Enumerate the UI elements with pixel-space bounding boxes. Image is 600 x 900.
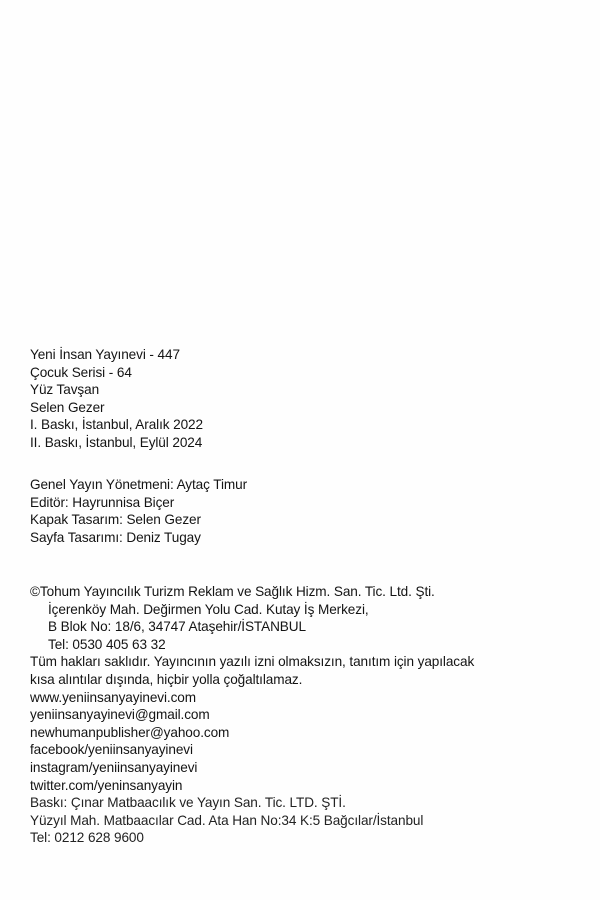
second-edition: II. Baskı, İstanbul, Eylül 2024 [30,434,203,450]
printer-phone: Tel: 0212 628 9600 [30,830,144,846]
child-series-number: Çocuk Serisi - 64 [30,364,132,380]
website-link[interactable]: www.yeniinsanyayinevi.com [30,689,196,705]
book-info-block [30,346,203,452]
credits-block [30,476,247,546]
email-gmail-link[interactable]: yeniinsanyayinevi@gmail.com [30,707,210,723]
company-address-line-2: B Blok No: 18/6, 34747 Ataşehir/İSTANBUL [48,619,306,635]
company-address-line-1: İçerenköy Mah. Değirmen Yolu Cad. Kutay İş Merkezi, [48,601,369,617]
email-yahoo-link[interactable]: newhumanpublisher@yahoo.com [30,724,230,740]
general-director-credit: Genel Yayın Yönetmeni: Aytaç Timur [30,477,247,492]
page-design-credit: Sayfa Tasarımı: Deniz Tugay [30,529,201,545]
company-phone: Tel: 0530 405 63 32 [48,636,166,652]
first-edition: I. Baskı, İstanbul, Aralık 2022 [30,417,203,433]
publisher-series-number: Yeni İnsan Yayınevi - 447 [30,347,180,362]
book-title: Yüz Tavşan [30,382,100,398]
twitter-link[interactable]: twitter.com/yeninsanyayin [30,777,183,793]
book-author: Selen Gezer [30,399,105,415]
facebook-link[interactable]: facebook/yeniinsanyayinevi [30,742,193,758]
printer-address: Yüzyıl Mah. Matbaacılar Cad. Ata Han No:34 K:5 Bağcılar/İstanbul [30,812,424,828]
editor-credit: Editör: Hayrunnisa Biçer [30,494,175,510]
copyright-company: ©Tohum Yayıncılık Turizm Reklam ve Sağlık Hizm. San. Tic. Ltd. Şti. [30,584,435,599]
instagram-link[interactable]: instagram/yeniinsanyayinevi [30,759,198,775]
copyright-block [30,583,474,847]
cover-design-credit: Kapak Tasarım: Selen Gezer [30,512,201,528]
rights-notice-line-1: Tüm hakları saklıdır. Yayıncının yazılı izni olmaksızın, tanıtım için yapılacak [30,654,475,670]
rights-notice-line-2: kısa alıntılar dışında, hiçbir yolla çoğaltılamaz. [30,671,303,687]
printer-name: Baskı: Çınar Matbaacılık ve Yayın San. Tic. LTD. ŞTİ. [30,795,346,811]
